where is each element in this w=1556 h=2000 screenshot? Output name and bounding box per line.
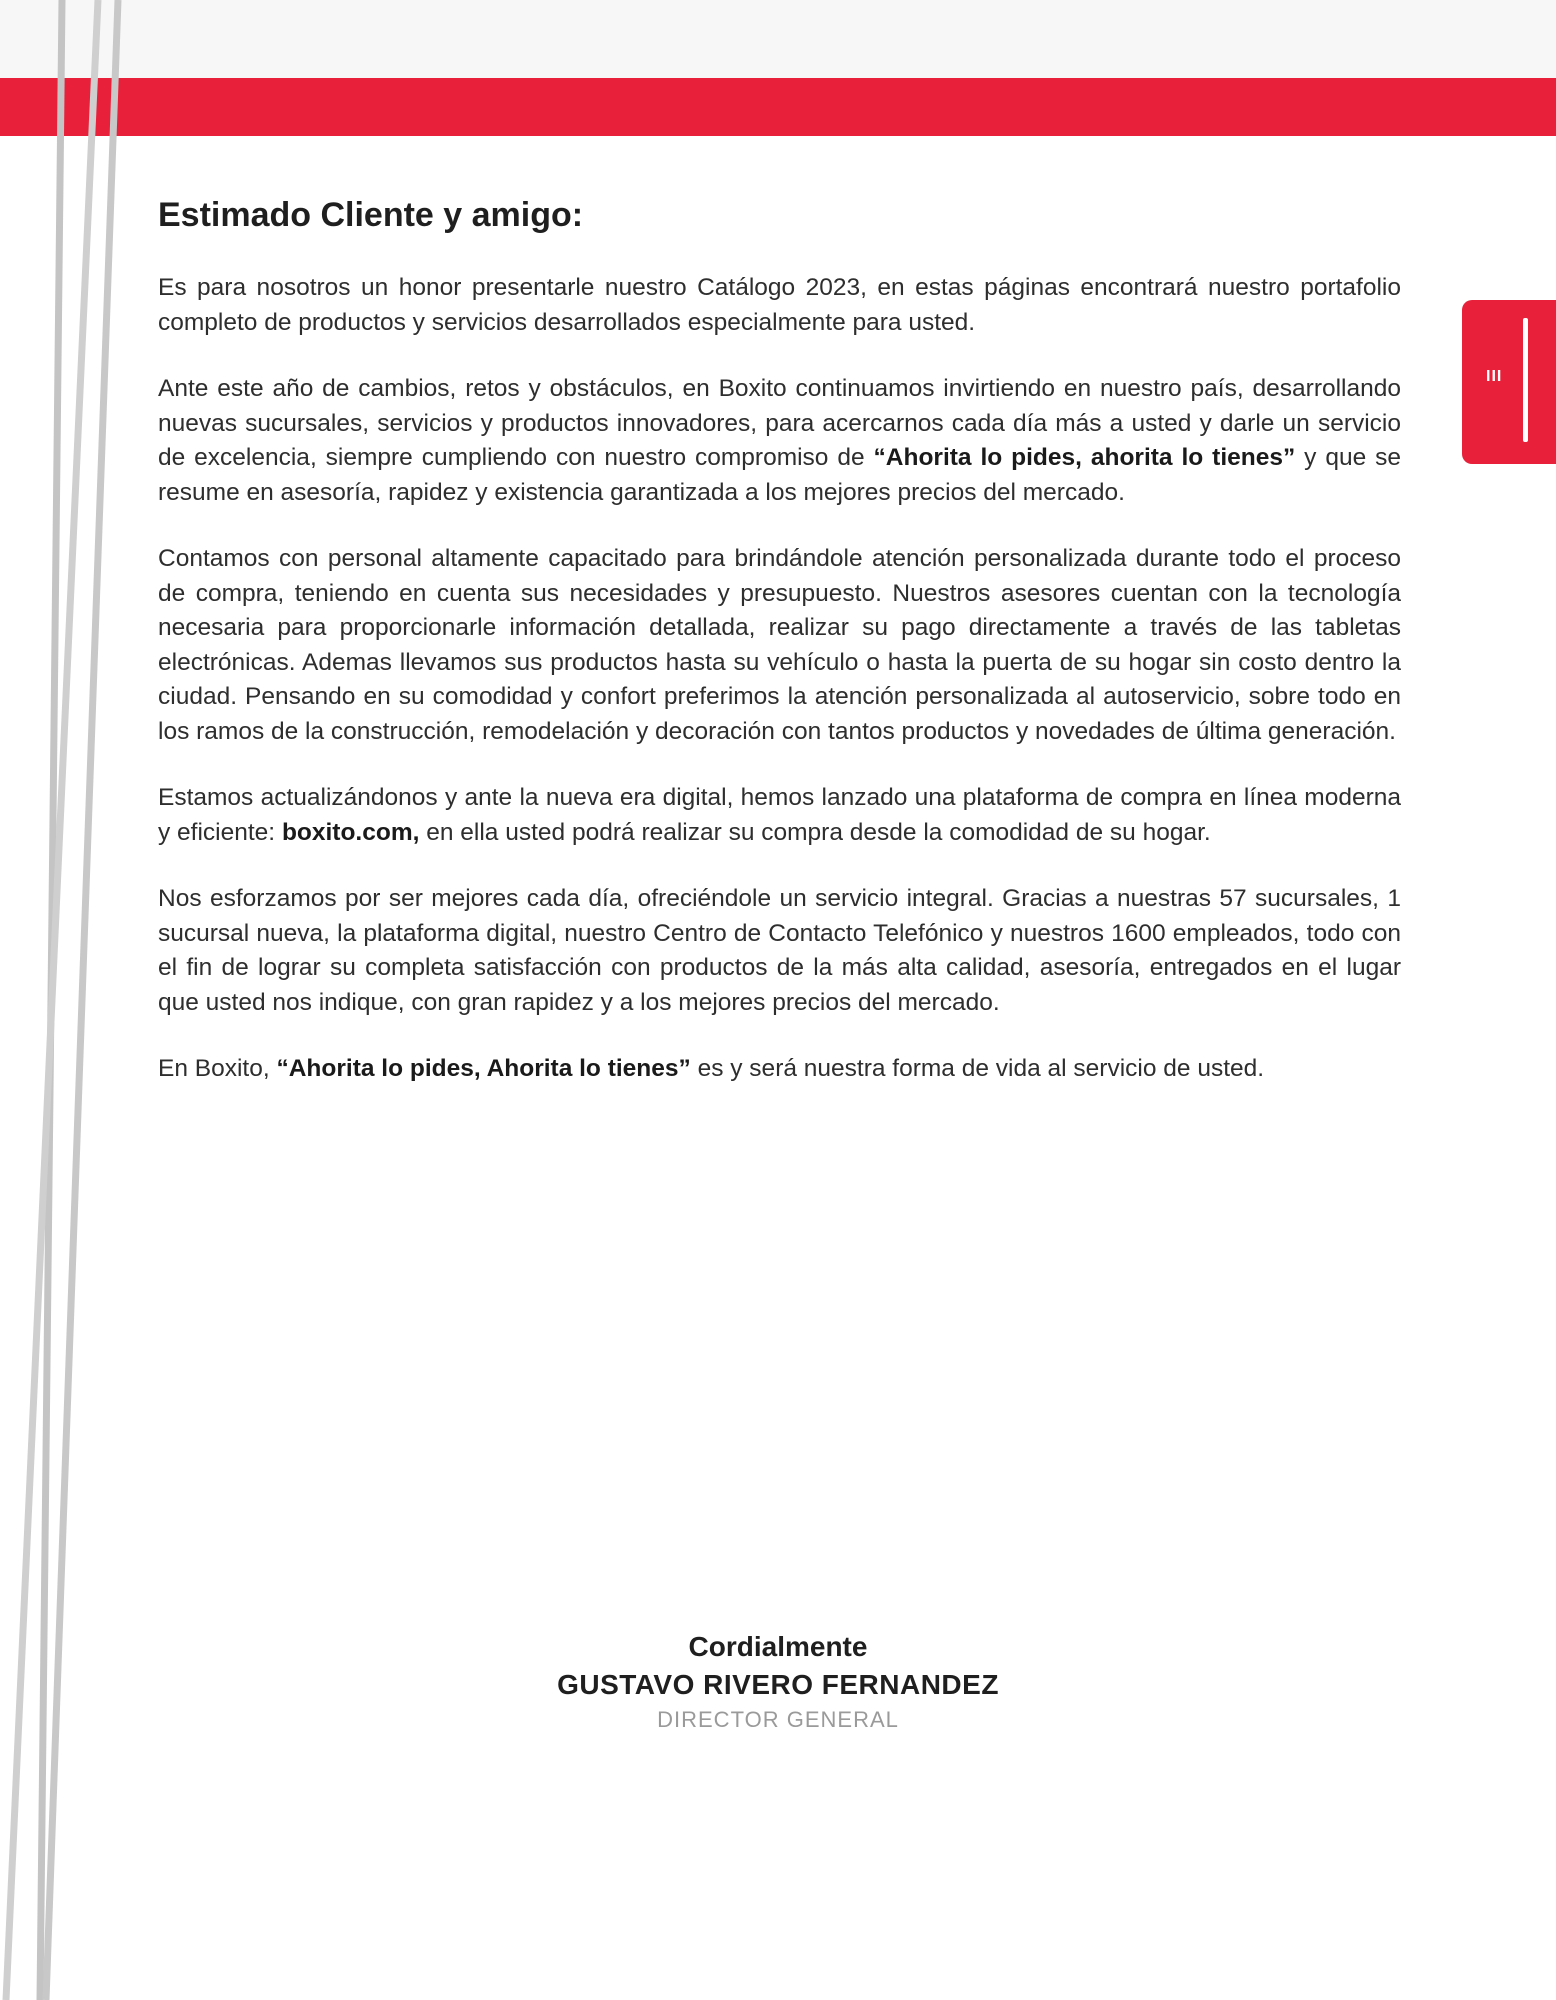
signature-closing: Cordialmente	[688, 1631, 868, 1662]
paragraph-commitment-text-a: Ante este año de cambios, retos y obstáculos, en Boxito continuamos invirtiendo en nuestro país, desarrollando nuevas sucursales, servicios y productos innovadores, para acercarnos cada día más a usted y darle un servicio de excelencia, siempre cumpliendo con nuestro compromiso de	[158, 375, 1401, 471]
paragraph-effort: Nos esforzamos por ser mejores cada día, ofreciéndole un servicio integral. Gracias a nuestras 57 sucursales, 1 sucursal nueva, la plataforma digital, nuestro Centro de Contacto Telefónico y nuestros 1600 empleados, todo con el fin de lograr su completa satisfacción con productos de la más alta calidad, asesoría, entregados en el lugar que usted nos indique, con gran rapidez y a los mejores precios del mercado.	[158, 885, 1401, 1016]
page-number-label: III	[1486, 368, 1503, 385]
signature-title: DIRECTOR GENERAL	[657, 1707, 899, 1732]
paragraph-commitment-text-b: y que se resume en asesoría, rapidez y existencia garantizada a los mejores precios del mercado.	[158, 444, 1402, 506]
top-band	[0, 0, 1556, 78]
website-bold: boxito.com,	[281, 818, 420, 846]
paragraph-commitment	[158, 372, 1401, 510]
paragraph-closing-text-b: es y será nuestra forma de vida al servicio de usted.	[690, 1055, 1265, 1082]
paragraph-closing	[158, 1052, 1401, 1087]
paragraph-staff: Contamos con personal altamente capacitado para brindándole atención personalizada durante todo el proceso de compra, teniendo en cuenta sus necesidades y presupuesto. Nuestros asesores cuentan con la tecnología necesaria para proporcionarle información detallada, realizar su pago directamente a través de las tabletas electrónicas. Ademas llevamos sus productos hasta su vehículo o hasta la puerta de su hogar sin costo dentro la ciudad. Pensando en su comodidad y confort preferimos la atención personalizada al autoservicio, sobre todo en los ramos de la construcción, remodelación y decoración con tantos productos y novedades de última generación.	[158, 545, 1401, 745]
paragraph-intro: Es para nosotros un honor presentarle nuestro Catálogo 2023, en estas páginas encontrará nuestro portafolio completo de productos y servicios desarrollados especialmente para usted.	[158, 274, 1401, 336]
slogan-bold-closing: “Ahorita lo pides, Ahorita lo tienes”	[276, 1055, 691, 1082]
letter-body	[158, 196, 1401, 1119]
signature-name: GUSTAVO RIVERO FERNANDEZ	[557, 1669, 999, 1700]
signature-block	[0, 1628, 1556, 1736]
paragraph-digital	[158, 781, 1401, 850]
letter-greeting: Estimado Cliente y amigo:	[158, 196, 584, 234]
slogan-bold: “Ahorita lo pides, ahorita lo tienes”	[873, 444, 1296, 471]
page-number-tab	[1462, 300, 1556, 464]
tab-divider-line	[1523, 318, 1528, 442]
paragraph-digital-text-b: en ella usted podrá realizar su compra desde la comodidad de su hogar.	[419, 818, 1211, 846]
paragraph-digital-text-a: Estamos actualizándonos y ante la nueva era digital, hemos lanzado una plataforma de compra en línea moderna y eficiente:	[158, 784, 1401, 846]
header-red-bar	[0, 78, 1556, 136]
paragraph-closing-text-a: En Boxito,	[158, 1055, 277, 1082]
